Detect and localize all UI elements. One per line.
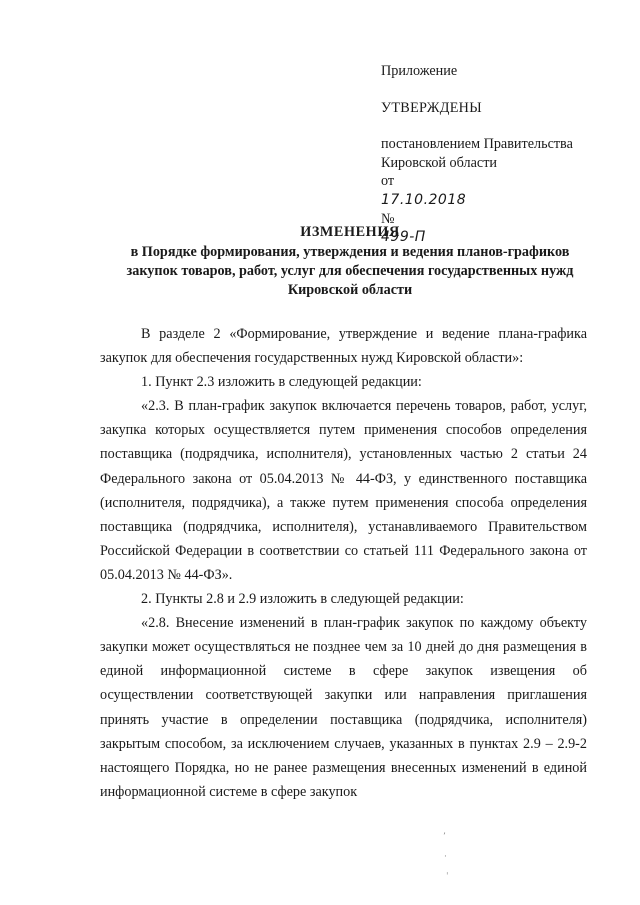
- paragraph-clause-2-8: «2.8. Внесение изменений в план-график закупок по каждому объекту закупки может осуществляться не позднее чем за 10 дней до дня размещения в единой информационной системе в сфере закупок извещения об осуществлении соответствующей закупки или направления приглашения принять участие в определении поставщика (подрядчика, исполнителя) закрытым способом, за исключением случаев, указанных в пунктах 2.9 – 2.9-2 настоящего Порядка, но не ранее размещения внесенных изменений в единой информационной системе в сфере закупок: [100, 615, 587, 800]
- paragraph-clause-2-3: «2.3. В план-график закупок включается перечень товаров, работ, услуг, закупка которых осуществляется путем применения способов определения поставщика (подрядчика, исполнителя), установленных частью 2 статьи 24 Федерального закона от 05.04.2013 № 44-ФЗ, у единственного поставщика (исполнителя, подрядчика), а также путем применения способа определения поставщика (подрядчика, исполнителя), устанавливаемого Правительством Российской Федерации в соответствии со статьей 111 Федерального закона от 05.04.2013 № 44-ФЗ».: [100, 398, 587, 583]
- title-line-2: закупок товаров, работ, услуг для обеспечения государственных нужд: [126, 263, 574, 279]
- document-title: [60, 223, 640, 300]
- decree-line-2: Кировской области: [381, 154, 497, 171]
- title-line-1: в Порядке формирования, утверждения и ведения планов-графиков: [130, 244, 570, 260]
- document-body: [100, 322, 587, 804]
- approved-label: УТВЕРЖДЕНЫ: [381, 99, 482, 116]
- title-line-3: Кировской области: [287, 282, 413, 298]
- date-prefix: от: [381, 173, 395, 190]
- paragraph-intro: В разделе 2 «Формирование, утверждение и ведение плана-графика закупок для обеспечения государственных нужд Кировской области»:: [100, 326, 587, 367]
- paragraph-item-1: 1. Пункт 2.3 изложить в следующей редакции:: [141, 374, 422, 391]
- scan-artifact-mark: ˌ: [446, 866, 449, 876]
- approval-block: [381, 62, 621, 247]
- appendix-label: Приложение: [381, 63, 458, 79]
- decree-line-1: постановлением Правительства: [381, 136, 573, 153]
- handwritten-date: 17.10.2018: [381, 191, 467, 208]
- handwritten-number: 499-П: [381, 229, 426, 246]
- number-sign: №: [381, 210, 395, 227]
- paragraph-item-2: 2. Пункты 2.8 и 2.9 изложить в следующей редакции:: [141, 591, 464, 608]
- scan-artifact-mark: ·: [444, 852, 447, 862]
- scan-artifact-mark: ʼ: [443, 832, 446, 842]
- title-heading: ИЗМЕНЕНИЯ: [300, 224, 400, 240]
